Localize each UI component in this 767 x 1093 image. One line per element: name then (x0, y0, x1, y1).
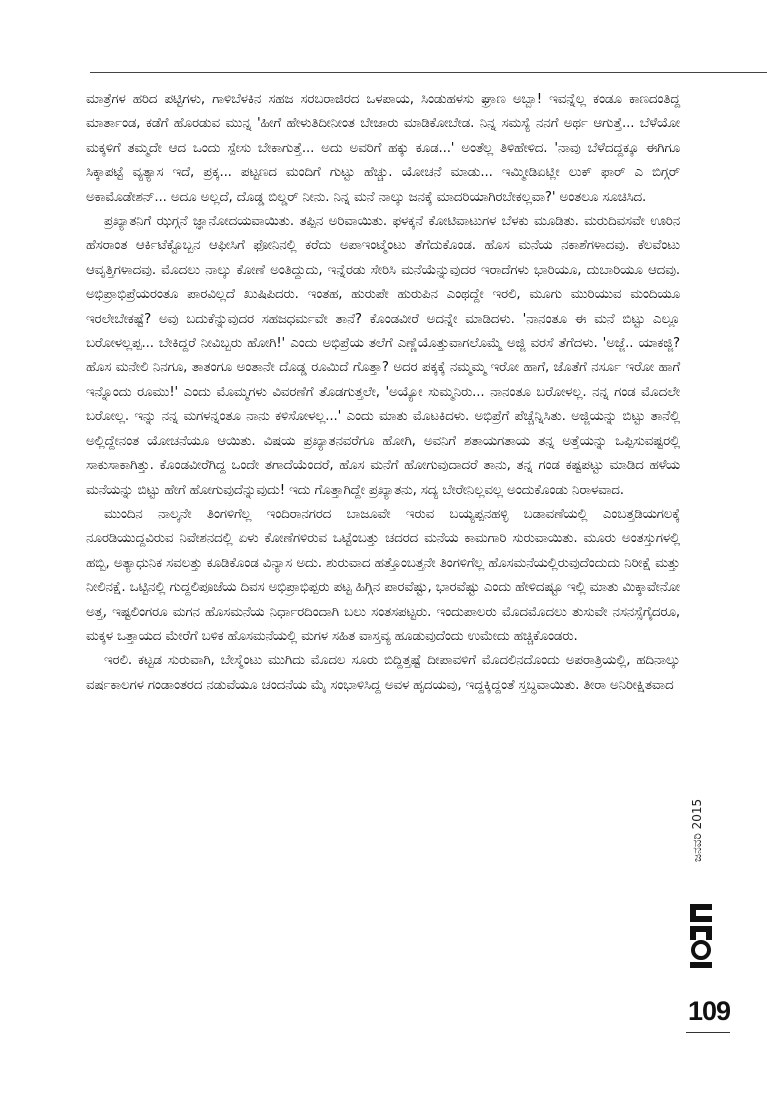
page-number-rule (686, 1032, 730, 1033)
magazine-logo (686, 900, 716, 972)
paragraph-1: ಮಾತ್ರೆಗಳ ಹರಿದ ಪಟ್ಟಿಗಳು, ಗಾಳಿಬೆಳಕಿನ ಸಹಜ ಸರಬರಾಜಿರದ ಒಳಪಾಯ, ಸಿಂಡುಹಳಸು ಘ್ರಾಣ ಅಬ್ಬಾ! ಇವನ್ನೆಲ್ಲ ಕಂಡೂ ಕಾಣದಂತಿದ್ದ ಮಾರ್ತಾಂಡ, ಕಡೆಗೆ ಹೊರಡುವ ಮುನ್ನ 'ಹೀಗೆ ಹೇಳುತಿದೀನೀಂತ ಬೇಜಾರು ಮಾಡಿಕೋಬೇಡ. ನಿನ್ನ ಸಮಸ್ಯೆ ನನಗೆ ಅರ್ಥ ಆಗುತ್ತೆ... ಬೆಳೆಯೋ ಮಕ್ಕಳಿಗೆ ತಮ್ಮದೇ ಆದ ಒಂದು ಸ್ಪೇಸು ಬೇಕಾಗುತ್ತೆ... ಅದು ಅವರಿಗೆ ಹಕ್ಕು ಕೂಡ...' ಅಂತೆಲ್ಲ ತಿಳಿಹೇಳಿದ. 'ನಾವು ಬೆಳೆದದ್ದಕ್ಕೂ ಈಗಿಗೂ ಸಿಕ್ಕಾಪಟ್ಟೆ ವ್ಯತ್ಯಾಸ ಇದೆ, ಪ್ರಕ್ಕ... ಪಟ್ಟಣದ ಮಂದಿಗೆ ಗುಟ್ಟು ಹೆಚ್ಚು. ಯೋಚನೆ ಮಾಡು... ಇಮ್ಮೀಡಿಏಟ್ಲೀ ಲುಕ್ ಫಾರ್ ಎ ಬಿಗ್ಗರ್ ಅಕಾಮೊಡೇಶನ್... ಅದೂ ಅಲ್ಲದೆ, ದೊಡ್ಡ ಬಿಲ್ಡರ್ ನೀನು. ನಿನ್ನ ಮನೆ ನಾಲ್ಕು ಜನಕ್ಕೆ ಮಾದರಿಯಾಗಿರಬೇಕಲ್ಲವಾ?' ಅಂತಲೂ ಸೂಚಿಸಿದ. (86, 92, 680, 205)
paragraph-3: ಮುಂದಿನ ನಾಲ್ಕನೇ ತಿಂಗಳಿಗೆಲ್ಲ ಇಂದಿರಾನಗರದ ಬಾಜೂವೇ ಇರುವ ಬಯ್ಯಪ್ಪನಹಳ್ಳಿ ಬಡಾವಣೆಯಲ್ಲಿ ಎಂಬತ್ತಡಿಯಗಲಕ್ಕೆ ನೂರಡಿಯುದ್ದವಿರುವ ನಿವೇಶನದಲ್ಲಿ ಏಳು ಕೋಣೆಗಳಿರುವ ಒಟ್ಟೆಂಬತ್ತು ಚದರದ ಮನೆಯ ಕಾಮಗಾರಿ ಸುರುವಾಯಿತು. ಮೂರು ಅಂತಸ್ತುಗಳಲ್ಲಿ ಹಬ್ಬಿ, ಅತ್ಯಾಧುನಿಕ ಸವಲತ್ತು ಕೂಡಿಕೊಂಡ ವಿನ್ಯಾಸ ಅದು. ಶುರುವಾದ ಹತ್ತೊಂಬತ್ತನೇ ತಿಂಗಳಿಗೆಲ್ಲ ಹೊಸಮನೆಯಲ್ಲಿರುವುದೆಂದುದು ನಿರೀಕ್ಷೆ ಮತ್ತು ನೀಲಿನಕ್ಷೆ. ಒಟ್ಟಿನಲ್ಲಿ ಗುದ್ದಲಿಪೂಜೆಯ ದಿವಸ ಅಭಿಪ್ರಾಭಿಪ್ಪರು ಪಟ್ಟ ಹಿಗ್ಗಿನ ಪಾರವೆಷ್ಟು, ಭಾರವೆಷ್ಟು ಎಂದು ಹೇಳಿದಷ್ಟೂ ಇಲ್ಲಿ ಮಾತು ಮಿಕ್ಕಾವೇನೋ ಅತ್ತ, ಇಷ್ಟಲಿಂಗರೂ ಮಗನ ಹೊಸಮನೆಯ ನಿರ್ಧಾರದಿಂದಾಗಿ ಬಲು ಸಂತಸಪಟ್ಟರು. ಇಂದುಪಾಲರು ಮೊದಮೊದಲು ತುಸುವೇ ನಸನಸ್ಸೆಗೈದರೂ, ಮಕ್ಕಳ ಒತ್ತಾಯದ ಮೇರೆಗೆ ಬಳಿಕ ಹೊಸಮನೆಯಲ್ಲಿ ಮಗಳ ಸಹಿತ ವಾಸ್ತವ್ಯ ಹೂಡುವುದೆಂದು ಉಮೇದು ಹಚ್ಚಿಕೊಂಡರು. (86, 506, 680, 644)
issue-date: ಜನವರಿ 2015 (690, 798, 704, 862)
paragraph-4: ಇರಲಿ. ಕಟ್ಟಡ ಸುರುವಾಗಿ, ಬೇಸ್ಮೆಂಟು ಮುಗಿದು ಮೊದಲ ಸೂರು ಬಿದ್ದಿತ್ತಷ್ಟೆ ದೀಪಾವಳಿಗೆ ಮೊದಲಿನದೊಂದು ಅಪರಾತ್ರಿಯಲ್ಲಿ, ಹದಿನಾಲ್ಕು ವರ್ಷಕಾಲಗಳ ಗಂಡಾಂತರದ ನಡುವೆಯೂ ಚಂದನೆಯ ಮೈ ಸಂಭಾಳಿಸಿದ್ದ ಅವಳ ಹೃದಯವು, ಇದ್ದಕ್ಕಿದ್ದಂತೆ ಸ್ತಬ್ಧವಾಯಿತು. ತೀರಾ ಅನಿರೀಕ್ಷಿತವಾದ (86, 653, 680, 693)
page-number: 109 (688, 996, 731, 1026)
top-rule (90, 72, 767, 73)
article-body (86, 88, 680, 698)
paragraph-2: ಪ್ರಖ್ಯಾತನಿಗೆ ಝಗ್ಗನೆ ಜ್ಞಾನೋದಯವಾಯಿತು. ತಪ್ಪಿನ ಅರಿವಾಯಿತು. ಫಳಕ್ಕನೆ ಕೋಟಿವಾಟುಗಳ ಬೆಳಕು ಮೂಡಿತು. ಮರುದಿವಸವೇ ಊರಿನ ಹೆಸರಾಂತ ಆರ್ಕಿಟೆಕ್ಟೊಬ್ಬನ ಆಫೀಸಿಗೆ ಫೋನಿನಲ್ಲಿ ಕರೆದು ಅಪಾಇಂಟ್ಮೆಂಟು ತೆಗೆದುಕೊಂಡ. ಹೊಸ ಮನೆಯ ನಕಾಶೆಗಳಾದವು. ಕೆಲವೆಂಟು ಆವೃತ್ತಿಗಳಾದವು. ಮೊದಲು ನಾಲ್ಕು ಕೋಣೆ ಅಂತಿದ್ದುದು, ಇನ್ನೆರಡು ಸೇರಿಸಿ ಮನೆಯೆನ್ನುವುದರ ಇರಾದೆಗಳು ಭಾರಿಯೂ, ದುಬಾರಿಯೂ ಆದವು. ಅಭಿಪ್ರಾಭಿಪ್ರೆಯರಂತೂ ಪಾರವಿಲ್ಲದೆ ಖುಷಿಪಿದರು. ಇಂತಹ, ಹುರುಪೇ ಹುರುಪಿನ ಎಂಥದ್ದೇ ಇರಲಿ, ಮೂಗು ಮುರಿಯುವ ಮಂದಿಯೂ ಇರಲೇಬೇಕಷ್ಟೆ? ಅವು ಬದುಕೆನ್ನುವುದರ ಸಹಜಧರ್ಮವೇ ತಾನೆ? ಕೊಂಡವೀರೆ ಅದನ್ನೇ ಮಾಡಿದಳು. 'ನಾನಂತೂ ಈ ಮನೆ ಬಿಟ್ಟು ಎಲ್ಲೂ ಬರೋಳಲ್ಲಪ್ಪ... ಬೇಕಿದ್ದರೆ ನೀವಿಬ್ಬರು ಹೋಗಿ!' ಎಂದು ಅಭಿಪ್ರೆಯ ತಲೆಗೆ ಎಣ್ಣೆಯೊತ್ತುವಾಗಲೊಮ್ಮೆ ಅಜ್ಜಿ ವರಸೆ ತೆಗೆದಳು. 'ಅಜ್ಜೆ.. ಯಾಕಜ್ಜಿ? ಹೊಸ ಮನೇಲಿ ನಿನಗೂ, ತಾತಂಗೂ ಅಂತಾನೇ ದೊಡ್ಡ ರೂಮಿದೆ ಗೊತ್ತಾ? ಅದರ ಪಕ್ಕಕ್ಕೆ ನಮ್ಮಮ್ಮ ಇರೋ ಹಾಗೆ, ಜೊತೆಗೆ ನರ್ಸೂ ಇರೋ ಹಾಗೆ ಇನ್ನೊಂದು ರೂಮು!' ಎಂದು ಮೊಮ್ಮಗಳು ವಿವರಣೆಗೆ ತೊಡಗುತ್ತಲೇ, 'ಅಯ್ಯೋ ಸುಮ್ಮನಿರು... ನಾನಂತೂ ಬರೋಳಲ್ಲ. ನನ್ನ ಗಂಡ ಮೊದಲೇ ಬರೋಲ್ಲ. ಇನ್ನು ನನ್ನ ಮಗಳನ್ನಂತೂ ನಾನು ಕಳಿಸೋಳಲ್ಲ...' ಎಂದು ಮಾತು ಮೊಟಕಿದಳು. ಅಭಿಪ್ರೆಗೆ ಪೆಚ್ಚೆನ್ನಿಸಿತು. ಅಜ್ಜಿಯನ್ನು ಬಿಟ್ಟು ತಾನೆಲ್ಲಿ ಅಲ್ಲಿದ್ದೇನಂತ ಯೋಚನೆಯೂ ಆಯಿತು. ವಿಷಯ ಪ್ರಖ್ಯಾತನವರೆಗೂ ಹೋಗಿ, ಅವನಿಗೆ ಶತಾಯಗತಾಯ ತನ್ನ ಅತ್ತೆಯನ್ನು ಒಪ್ಪಿಸುವಷ್ಟರಲ್ಲಿ ಸಾಕುಸಾಕಾಗಿತ್ತು. ಕೊಂಡವೀರೆಗಿದ್ದ ಒಂದೇ ತಗಾದೆಯೆಂದರೆ, ಹೊಸ ಮನೆಗೆ ಹೋಗುವುದಾದರೆ ತಾನು, ತನ್ನ ಗಂಡ ಕಷ್ಟಪಟ್ಟು ಮಾಡಿದ ಹಳೆಯ ಮನೆಯನ್ನು ಬಿಟ್ಟು ಹೇಗೆ ಹೋಗುವುದೆನ್ನುವುದು! ಇದು ಗೊತ್ತಾಗಿದ್ದೇ ಪ್ರಖ್ಯಾತನು, ಸದ್ಯ ಬೇರೇನಿಲ್ಲವಲ್ಲ ಅಂದುಕೊಂಡು ನಿರಾಳವಾದ. (86, 214, 680, 498)
